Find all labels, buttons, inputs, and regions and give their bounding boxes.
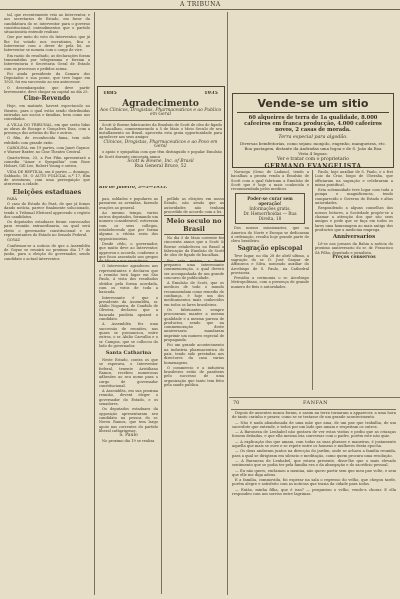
note-precos: Preços conservos (332, 255, 376, 261)
center-rule (161, 196, 162, 594)
ad-contact: Ver e tratar com o proprietario (276, 157, 350, 162)
center-right-column: pellido as eleições em nosso Estado, não sendo que as autoridades não tenham procedido de accordo com a lei. Meio seculo no Brasil No dia 5 de Maio corrente fez cincoenta annos que a Scott & Bowne estabeleceu no Brasil a fabricação da Emulsão de Scott de oleo de figado de bacalhau. Por este motivo, a firma preparou uma interessante commemoração, a qual deverá ser acompanhada de um grande concurso de publicidade. A Emulsão de Scott, que os medicos de todo o mundo recommendam como remedio de confiança, é hoje um dos medicamentos mais conhecidos em todos os lares brasileiros. Os fabricantes sempre procuraram manter a mesma qualidade e a mesma pureza de productos, sendo que na commemoração deste anniversario mandaram imprimir um numero especial de propaganda. Foi um grande acontecimento na industria pharmaceutica do paiz, tendo sido prestadas aos directores da casa varias homenagens. O commercio e a industria brasileiros estão de parabens pelo successo de uma organização que tanto tem feito pela saude publica. (164, 197, 224, 387)
column-rule (94, 12, 95, 595)
masthead-title: A TRIBUNA (180, 1, 221, 8)
fanfan-title: FANFAN (303, 400, 329, 406)
thanks-address: Rua General Bruce, 52 (134, 164, 187, 170)
land-sale-ad: Vende-se um sitio 60 alqueires de terra de 1a qualidade, 8.000 cafeeiros em franca producção, 4.000 cafeeiros novos, 2 casas de morada. Terra especial para algodão. Diversas bemfeitorias, como sejam: monjolo, engenho, mangueiras, etc. Boa pastagem, distante da Andradas uma legoa e de S. João da Boa Vista 4 legoas. Ver e tratar com o proprietario GERMANO EVANGELISTA (232, 93, 394, 168)
fanfan-page-number: 70 (233, 400, 240, 406)
right-rule (312, 170, 313, 390)
heading-cine: Cine-Revendo (23, 95, 71, 103)
year-left: 1885 (103, 91, 117, 96)
left-column: tal, que recentemente veio ao Interventor, e aos secretarios de Estado, em favor da candidatura do sr. interventor para o governo constitucional; entendimentos que o partido situacionista entende realizar. Que por meio do voto do Interventor, que já lhe foi votado nos escrutinios, fica o Interventor com o dever de pela lei, ao Interventor se nomeia com o cargo de vice. Em razão do resultado, as declarações foram transmitidas por telegramma e forram a Interventoria e Secretaria Geral de Estado com os processos e pedidos acima. Foi ainda presidente da Camara dos Deputados e sua posse, que teve lugar em 1925, foi em successão ao seu antecessor. O desembargador, que deve partir brevemente, deve chegar na capital no dia 25. Cine-Revendo Hoje, em matinée, haverá espectaculo no theatro, para o qual estão sendo distribuidas entradas aos socios e familias, bem como aos convidados. A VILLA DO TRIBUNAL, em que serão lidas as obras de Bocage e Gonçalves Dias, com a presença dos artistas do Rio e outros. O film, de reconhecida fama, tem sido exhibido com grande exito. CAROLINA, em 19 partes, com Janet Gaynor, e Warner Baxter, no Cine Theatro Central. Quarta-feira, 25, a Fox Film apresentará a comedia "Amor e Sympathia" com Rose Hobart, Gill Lee, Robert Young e outros. VIDA DE REPTILIA, em 6 partes — domingo, Sabbado, 18. O AUTO POLICIAL n.º 17, film de aventuras, com uma perseguição que atravessa a cidade. Eleições estaduaes PARÁ O caso do Estado do Pará, de que já fomos dando notícia, parece finalmente solucionado, tendo o Tribunal Eleitoral approvado o registo dos candidatos. Os deputados estaduaes foram convocados para reunião extraordinaria, na qual será eleito o governador constitucional e os representantes do Estado no Senado Federal. GOYAZ Confirmou-se a noticia de que a Assembléa de Goyaz se reunirá no proximo dia 1.º de junho, para a eleição do governador, sendo candidato o actual interventor. (4, 13, 90, 261)
masthead (0, 0, 400, 10)
ad-body: 60 alqueires de terra de 1a qualidade, 8.000 cafeeiros em franca producção, 4.000 cafeeiros novos, 2 casas de morada. (244, 115, 382, 133)
year-right: 1935 (204, 91, 218, 96)
center-left-column: pan, soldados e populares ao passarem as avenidas, fazendo ovações ao general. Ao mesmo tempo, varios outros deputados, formando um numero consideravel, estiveram com os seus collegas, estabelecendo que por forma alguma a vitória seria dos opposicionistas. Desde cêdo, o governador, que muito deve ao Interventor, approvou o accordo, conforme o que ficou assentado nos grupos de Minas e nos escrutinios. O Interventor agradeceu aos representantes e declarou que a reunião terá lugar em São Paulo, á vista dos resultados obtidos pela forma acordada, com os votos de toda a bancada. Interessante é que o presidente da Assembléa, sr. Abilio Nogueira, de Candido de Oliveira, declarou que a bancada paulista apoiará o candidato. A Assembléa fez uma successão de reuniões, nas quaes se pronunciou, entre outros, o sr. Abilio Carvalho e o sr. Campos, que se collocou do lado do governador. Santa Catharina Neste Estado, contra os que se esperava, o Interventor federal, tenente Aristiliano Ramos, recebeu numerosas adhesões ao seu nome para o cargo de governador constitucional. A Assembléa, em sua proxima reunião, deverá eleger o governador do Estado, e os senadores. Os deputados estaduaes da opposição apresentaram seu candidato na pessoa do sr. Nereu Ramos, que tem largo apoio nas correntes do partido liberal catharinense. S. Paulo No proximo dia 19 se realiza (99, 197, 158, 444)
dateline: Rio de Janeiro, 3—5—1935. (99, 186, 168, 190)
heading-santa-catharina: Santa Catharina (105, 350, 152, 357)
ad-title: Vende-se um sitio (237, 97, 389, 113)
heading-sagracao: Sagração episcopal (237, 244, 303, 252)
fanfan-header (231, 400, 396, 408)
thanks-notice: 1885 1935 Agradecimento Aos Clinicos, Drogistas, Pharmaceuticos e ao Publico em Geral Scott & Bowne fabricantes da Emulsão de Scott de oleo de figado de bacalhau, commemorando a 5 de Maio o Meio Seculo de seu installamento no Brasil, aproveita esta grata opportunidade para agradecer aos seus amigos Clinicos, Drogistas, Pharmaceuticos e ao Povo em Geral o apoio e sympathia com que têm distinguido e popular Emulsão de Scott durante cincoenta annos Scott & Bowne, Inc. of Brasil Rua General Bruce, 52 (99, 91, 222, 170)
section-rule (229, 397, 400, 398)
signoff: S. Paulo (119, 433, 138, 439)
ad-name: GERMANO EVANGELISTA (264, 163, 362, 170)
footer-line: No proximo dia 19 se realiza (102, 439, 155, 444)
heading-anniversarios: Anniversarios (332, 234, 376, 241)
ad-quality: Terra especial para algodão. (278, 135, 348, 140)
right-left-column: Noruega (Orno de Ladano), tendo a bacalhau a pronta venda a Emulsão de Scott com a qual fabricam a Emulsão de Scott que é hoje a mais conhecida e recommendada pelos medicos. Poder-se curar sem operação! Informações gratis. Dr. Hemorrhoidas — Rua Direita, 18 Dos nossos missionarios, que na America do Norte e Europa se dedicaram á ordenação, resulta hoje grande parte do clero brasileiro. Sagração episcopal Teve lugar, no dia 28 de abril ultimo, a sagração do sr. D. José Gaspar de Affonseca e Silva, nomeado auxiliar do Arcebispo de S. Paulo, na Cathedral provisoria. Presidiu a cerimonia o sr. Arcebispo Metropolitano, com a presença de grande numero de fieis e autoridades. (231, 170, 309, 289)
thanks-subtitle: Aos Clinicos, Drogistas, Pharmaceuticos e ao Publico em Geral (99, 108, 222, 118)
thanks-title: Agradecimento (122, 99, 199, 109)
heading-eleicoes: Eleições estaduaes (12, 187, 82, 196)
right-right-column: Paulo, hoje auxiliar de S. Paulo, e o frei Luiz da Cruz, bispo de Uberaba, que officiaram na sagração e celebraram a missa pontifical. Esta solemnidade teve logar com toda a pompa e magnificencia, tendo comparecido o Governo do Estado e altas autoridades. Respondendo a alguns conselhos dos nossos leitores, a Sociedade propõe-se a chamar a attenção dos que são seus amigos e pede que se faça em todos os lares uma homenagem ao mais antigo dos productos que a medicina emprega. Anniversarios Lê-se nos jornaes da Bahia a noticia do proximo anniversario do sr. dr. Francisco Sá Filho, deputado e jornalista. Preços conservos (315, 170, 393, 261)
fanfan-text: Depois de ausentes nunca foram, e assim na terra tornaram a apparecer, a uma hora de tanto carinho e prazer, como se se tratasse de um grande acontecimento. — Não é nada abandonada de uma mãe que ama, de um pae que trabalha, de um sacerdote que entende, e todos por um lado que amam e respeitam os outros. — A Baroneza de Lenhabel não gostava de ver estas visitas e pediu que as crianças fossem deitadas, e que ella mesmo iria conversar com o padre, porém este não quiz. — A explicação dos que amam, com todas as suas phrases e maneiras, é justamente aquella que mais se ouve e se repete entre os homens e mulheres desta epocha. — Os dous andavam juntos na direcção do jardim, onde se achava a familia reunida, para a qual se dirigiram em silencio e meditação, como quem procura uma resolução. — A Baroneza de Lenhabel, que estava presente, disse-lhe que o mais elevado sentimento que se podia ter pela familia era o da abnegação e do sacrificio pessoal. — Eu não quero, exclamou a menina, não quero partir sem que meu pae volte, e sem que elle me diga adeus. E a familia, commovida, foi esperar na sala o regresso do velho, que chegou tarde, porém alegre e satisfeito com as noticias que trazia da cidade para todos. — Então, minha filha, que é isso? — perguntou o velho, vendo-a chorar. E ella respondeu com um sorriso entre lagrimas. (232, 411, 396, 497)
heading-meio-seculo: Meio seculo no Brasil (164, 215, 224, 235)
column-rule-2 (227, 12, 228, 595)
thanks-signature: Scott & Bowne, Inc. of Brasil (127, 158, 194, 164)
